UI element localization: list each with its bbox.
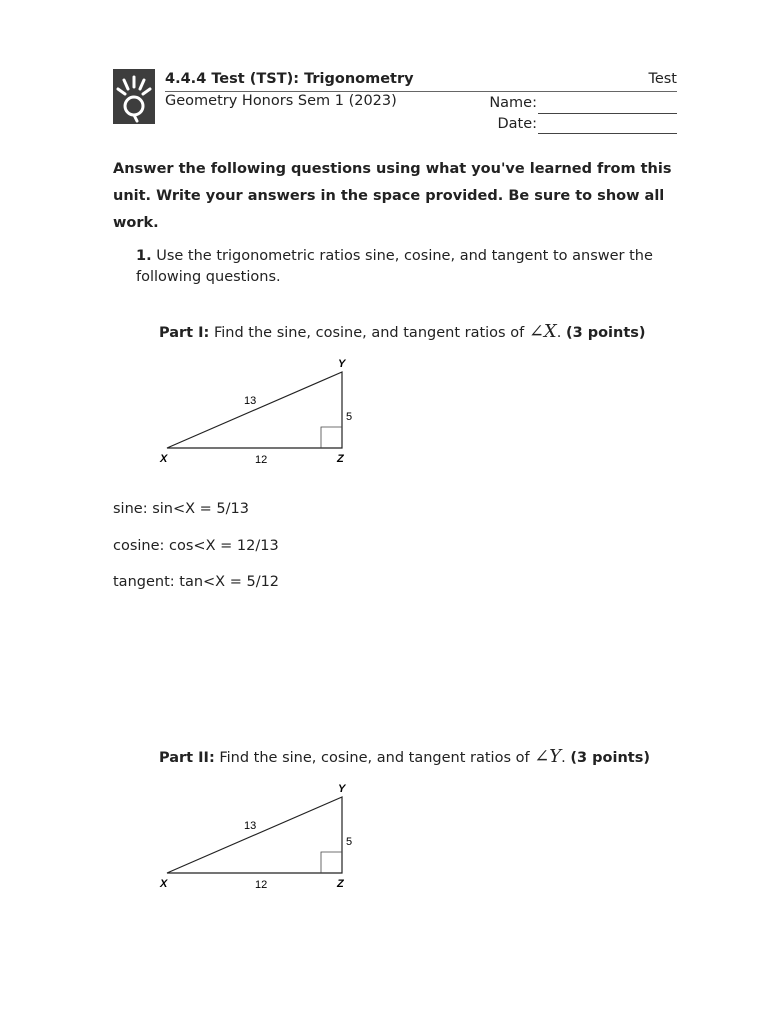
name-field[interactable]	[538, 113, 677, 114]
part-2-period: .	[561, 750, 566, 766]
part-1-period: .	[556, 325, 562, 341]
date-label: Date:	[497, 116, 537, 132]
sine-answer: sine: sin<X = 5/13	[113, 501, 249, 517]
part-2-prompt	[159, 746, 650, 767]
instructions: Answer the following questions using what you've learned from this unit. Write your answers in the space provided. Be sure to show all work.	[113, 161, 672, 231]
part-1-text: Find the sine, cosine, and tangent ratios of	[213, 325, 525, 341]
angle-y-symbol: ∠Y	[534, 746, 562, 767]
vertex-z-label: Z	[337, 878, 344, 890]
tangent-answer: tangent: tan<X = 5/12	[113, 574, 280, 590]
vertex-x-label: X	[160, 878, 168, 890]
doc-type-label: Test	[648, 71, 677, 87]
vertex-y-label: Y	[338, 358, 346, 370]
question-text: Use the trigonometric ratios sine, cosine, and tangent to answer the following questions.	[136, 248, 653, 285]
name-label: Name:	[489, 95, 537, 111]
triangle-diagram-1	[155, 355, 365, 470]
part-2-label: Part II:	[159, 750, 215, 766]
vertex-x-label: X	[160, 453, 168, 465]
right-angle-mark	[321, 427, 342, 448]
publisher-logo	[113, 69, 155, 124]
question-1	[136, 246, 681, 288]
triangle-shape	[167, 372, 342, 448]
triangle-shape	[167, 797, 342, 873]
vertex-z-label: Z	[337, 453, 344, 465]
opposite-label: 5	[346, 836, 353, 848]
header-divider	[165, 91, 677, 92]
opposite-label: 5	[346, 411, 353, 423]
triangle-diagram-2	[155, 780, 365, 895]
part-1-label: Part I:	[159, 325, 210, 341]
right-angle-mark	[321, 852, 342, 873]
vertex-y-label: Y	[338, 783, 346, 795]
question-number: 1.	[136, 248, 152, 264]
part-2-points: (3 points)	[570, 750, 650, 766]
part-2-text: Find the sine, cosine, and tangent ratios of	[219, 750, 530, 766]
adjacent-label: 12	[255, 879, 268, 891]
date-field[interactable]	[538, 133, 677, 134]
test-title: 4.4.4 Test (TST): Trigonometry	[165, 71, 414, 87]
part-1-points: (3 points)	[565, 325, 646, 341]
course-name: Geometry Honors Sem 1 (2023)	[165, 93, 397, 109]
adjacent-label: 12	[255, 454, 268, 466]
hypotenuse-label: 13	[244, 820, 257, 832]
cosine-answer: cosine: cos<X = 12/13	[113, 538, 279, 554]
hypotenuse-label: 13	[244, 395, 257, 407]
part-1-prompt	[159, 321, 646, 342]
angle-x-symbol: ∠X	[528, 321, 557, 342]
